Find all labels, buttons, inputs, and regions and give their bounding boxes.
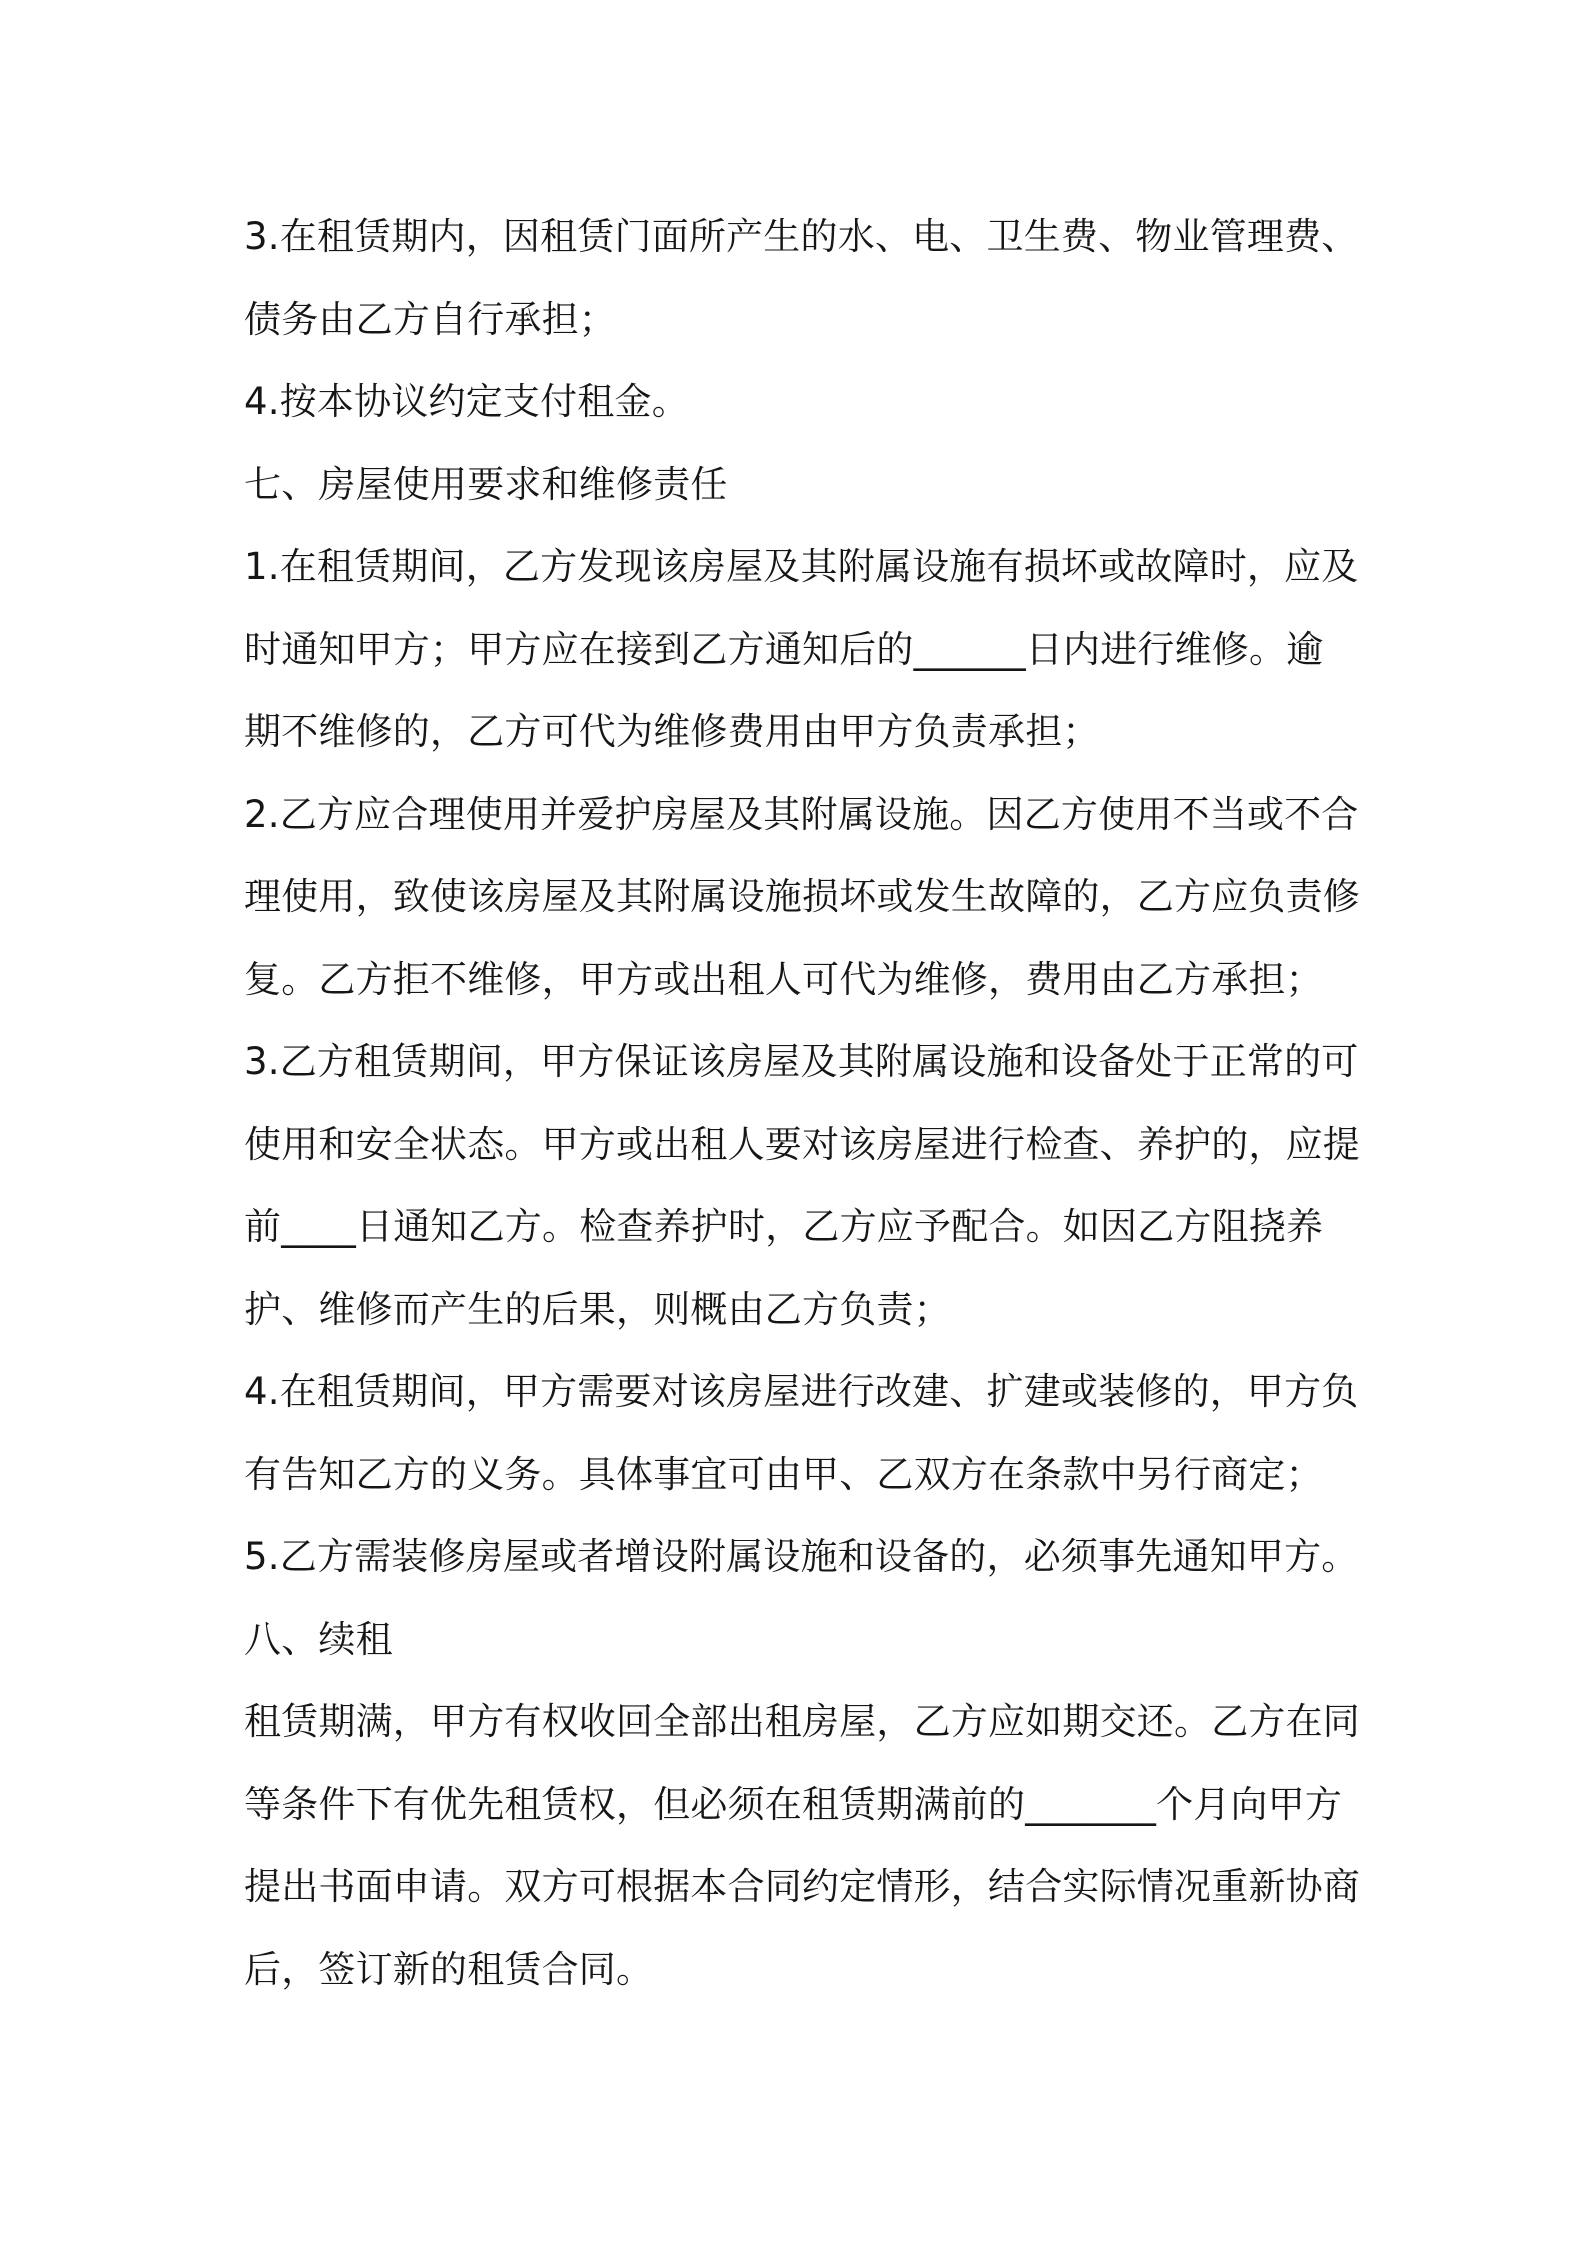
clause-text-line: 3.乙方租赁期间，甲方保证该房屋及其附属设施和设备处于正常的可	[244, 1040, 1359, 1083]
clause-text-line: 有告知乙方的义务。具体事宜可由甲、乙双方在条款中另行商定；	[244, 1452, 1323, 1496]
clause-text-line: 2.乙方应合理使用并爱护房屋及其附属设施。因乙方使用不当或不合	[244, 792, 1359, 836]
clause-text-line: 等条件下有优先租赁权，但必须在租赁期满前的_______个月向甲方	[244, 1782, 1343, 1826]
clause-text-line: 后，签订新的租赁合同。	[244, 1947, 654, 1991]
clause-text-line: 租赁期满，甲方有权收回全部出租房屋，乙方应如期交还。乙方在同	[244, 1700, 1360, 1743]
section-heading: 八、续租	[244, 1617, 393, 1661]
clause-text-line: 5.乙方需装修房屋或者增设附属设施和设备的，必须事先通知甲方。	[244, 1535, 1359, 1578]
clause-text-line: 时通知甲方；甲方应在接到乙方通知后的______日内进行维修。逾	[244, 627, 1324, 671]
clause-text-line: 1.在租赁期间，乙方发现该房屋及其附属设施有损坏或故障时，应及	[244, 545, 1359, 588]
clause-text-line: 3.在租赁期内，因租赁门面所产生的水、电、卫生费、物业管理费、	[244, 215, 1359, 258]
section-heading: 七、房屋使用要求和维修责任	[244, 462, 728, 506]
clause-text-line: 期不维修的，乙方可代为维修费用由甲方负责承担；	[244, 710, 1100, 753]
clause-text-line: 4.按本协议约定支付租金。	[244, 380, 689, 423]
document-body	[244, 196, 1364, 2011]
clause-text-line: 理使用，致使该房屋及其附属设施损坏或发生故障的，乙方应负责修	[244, 875, 1360, 918]
clause-text-line: 使用和安全状态。甲方或出租人要对该房屋进行检查、养护的，应提	[244, 1122, 1360, 1166]
clause-text-line: 前____日通知乙方。检查养护时，乙方应予配合。如因乙方阻挠养	[244, 1205, 1324, 1248]
clause-text-line: 债务由乙方自行承担；	[244, 297, 616, 341]
clause-text-line: 提出书面申请。双方可根据本合同约定情形，结合实际情况重新协商	[244, 1865, 1360, 1908]
clause-text-line: 4.在租赁期间，甲方需要对该房屋进行改建、扩建或装修的，甲方负	[244, 1370, 1359, 1413]
clause-text-line: 复。乙方拒不维修，甲方或出租人可代为维修，费用由乙方承担；	[244, 957, 1323, 1001]
clause-text-line: 护、维修而产生的后果，则概由乙方负责；	[244, 1287, 951, 1331]
